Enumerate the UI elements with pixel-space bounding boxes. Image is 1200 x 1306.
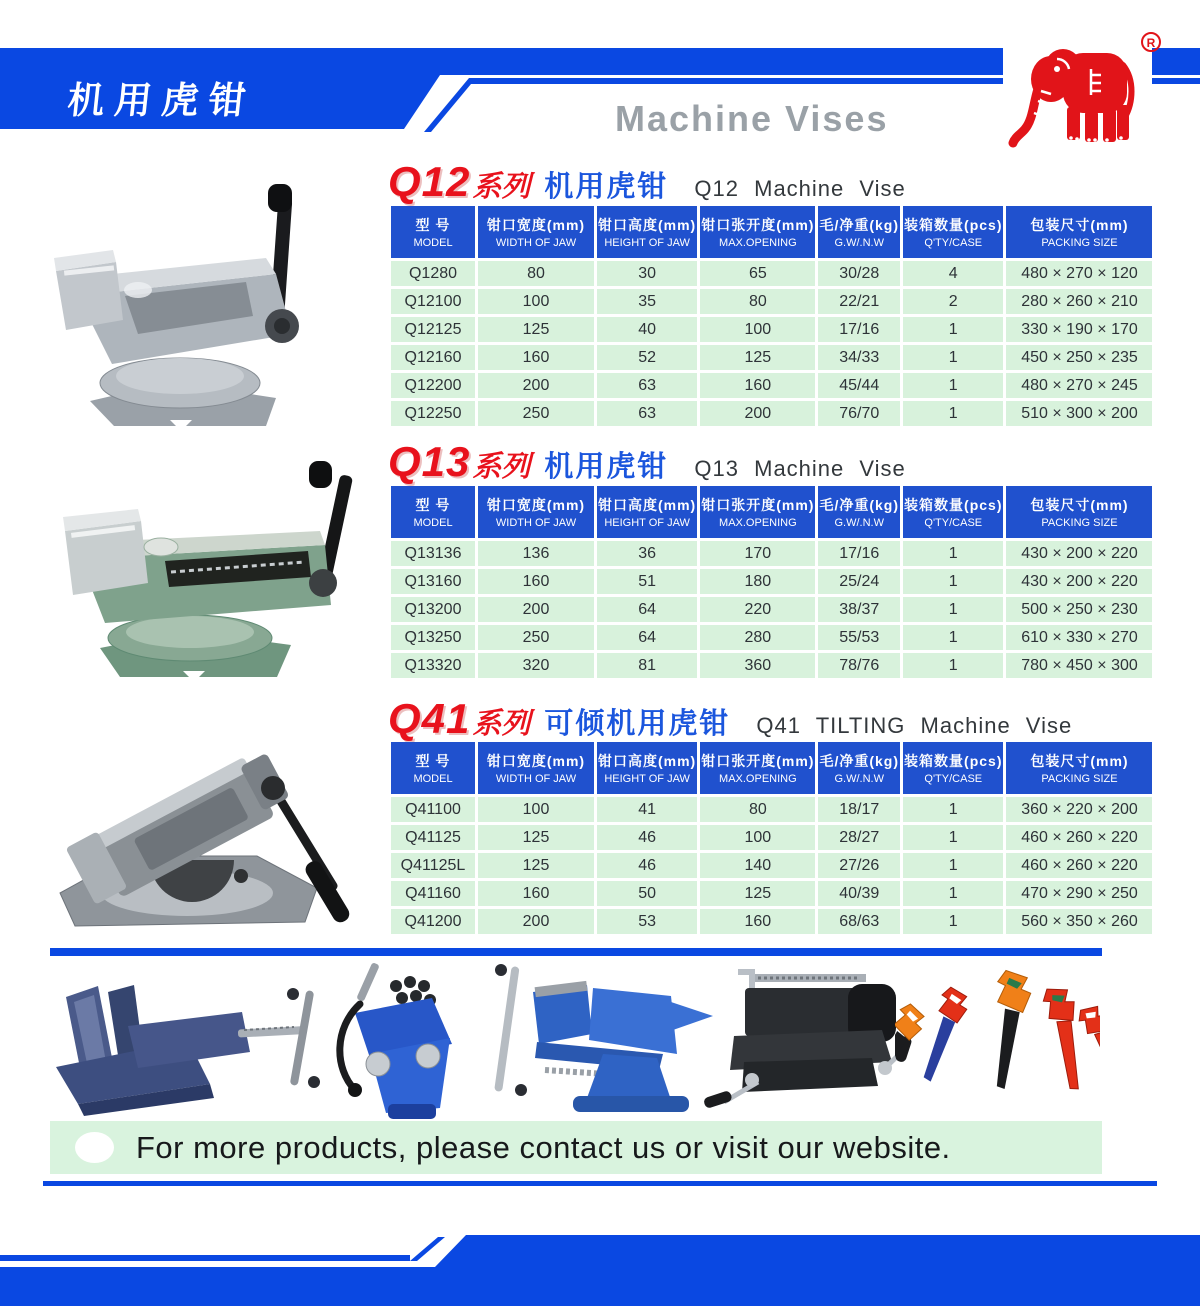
- value-cell: 1: [903, 853, 1003, 878]
- value-cell: 17/16: [818, 317, 900, 342]
- clamp-on-vise-photo: [300, 958, 485, 1128]
- column-header-en: HEIGHT OF JAW: [604, 237, 690, 249]
- column-header: [478, 742, 594, 794]
- column-header-en: Q'TY/CASE: [924, 773, 983, 785]
- value-cell: 160: [478, 881, 594, 906]
- value-cell: 1: [903, 625, 1003, 650]
- column-header-en: WIDTH OF JAW: [495, 517, 577, 529]
- value-cell: 160: [700, 373, 815, 398]
- value-cell: 46: [597, 825, 697, 850]
- value-cell: 430 × 200 × 220: [1006, 569, 1152, 594]
- page-title: 机用虎钳: [65, 80, 258, 121]
- elephant-logo: [1005, 25, 1165, 155]
- column-header-en: G.W/.N.W: [834, 517, 884, 529]
- table-row: [391, 909, 1152, 934]
- value-cell: 125: [478, 317, 594, 342]
- value-cell: 250: [478, 401, 594, 426]
- column-header: [478, 206, 594, 258]
- value-cell: 125: [478, 825, 594, 850]
- model-cell: Q12100: [391, 289, 475, 314]
- column-header-en: PACKING SIZE: [1041, 237, 1118, 249]
- value-cell: 27/26: [818, 853, 900, 878]
- column-header-en: G.W/.N.W: [834, 773, 884, 785]
- series-code: Q12: [388, 158, 471, 205]
- column-header-cn: 毛/净重(kg): [819, 497, 900, 513]
- column-header-en: PACKING SIZE: [1041, 773, 1118, 785]
- value-cell: 51: [597, 569, 697, 594]
- column-header-cn: 型 号: [415, 753, 451, 769]
- value-cell: 160: [478, 569, 594, 594]
- column-header: [903, 206, 1003, 258]
- column-header: [700, 742, 815, 794]
- value-cell: 78/76: [818, 653, 900, 678]
- value-cell: 1: [903, 401, 1003, 426]
- column-header-cn: 钳口宽度(mm): [486, 217, 586, 233]
- value-cell: 220: [700, 597, 815, 622]
- value-cell: 125: [478, 853, 594, 878]
- table-row: [391, 541, 1152, 566]
- table-row: [391, 825, 1152, 850]
- model-cell: Q13320: [391, 653, 475, 678]
- svg-text:R: R: [1146, 36, 1156, 50]
- value-cell: 200: [478, 909, 594, 934]
- value-cell: 200: [700, 401, 815, 426]
- column-header-cn: 钳口张开度(mm): [701, 497, 815, 513]
- column-header-cn: 钳口张开度(mm): [701, 217, 815, 233]
- column-header-cn: 钳口宽度(mm): [486, 753, 586, 769]
- column-header: [818, 742, 900, 794]
- value-cell: 200: [478, 373, 594, 398]
- value-cell: 1: [903, 541, 1003, 566]
- value-cell: 28/27: [818, 825, 900, 850]
- divider-rule: [50, 948, 1102, 956]
- value-cell: 2: [903, 289, 1003, 314]
- q13-vise-photo: [25, 455, 355, 690]
- model-cell: Q13250: [391, 625, 475, 650]
- table-row: [391, 653, 1152, 678]
- value-cell: 18/17: [818, 797, 900, 822]
- value-cell: 25/24: [818, 569, 900, 594]
- model-cell: Q12160: [391, 345, 475, 370]
- registered-mark-icon: [1142, 33, 1160, 51]
- column-header-cn: 钳口张开度(mm): [701, 753, 815, 769]
- value-cell: 280: [700, 625, 815, 650]
- column-header-en: G.W/.N.W: [834, 237, 884, 249]
- footer-band: [0, 1175, 1200, 1306]
- section-title-q13: [388, 438, 1088, 486]
- value-cell: 510 × 300 × 200: [1006, 401, 1152, 426]
- value-cell: 40/39: [818, 881, 900, 906]
- column-header-cn: 钳口高度(mm): [598, 217, 697, 233]
- series-suffix: 系列: [472, 708, 531, 740]
- column-header-cn: 装箱数量(pcs): [904, 753, 1003, 769]
- value-cell: 68/63: [818, 909, 900, 934]
- value-cell: 46: [597, 853, 697, 878]
- table-row: [391, 625, 1152, 650]
- spec-table-q12: [388, 203, 1155, 429]
- column-header-cn: 型 号: [415, 217, 451, 233]
- value-cell: 80: [700, 797, 815, 822]
- value-cell: 22/21: [818, 289, 900, 314]
- pipe-wrenches-photo: [895, 968, 1100, 1128]
- value-cell: 35: [597, 289, 697, 314]
- value-cell: 76/70: [818, 401, 900, 426]
- column-header: [818, 206, 900, 258]
- column-header: [391, 486, 475, 538]
- column-header: [700, 486, 815, 538]
- column-header-cn: 毛/净重(kg): [819, 753, 900, 769]
- table-row: [391, 401, 1152, 426]
- bullet-oval-icon: [75, 1132, 114, 1163]
- column-header: [903, 742, 1003, 794]
- value-cell: 80: [478, 261, 594, 286]
- value-cell: 80: [700, 289, 815, 314]
- column-header: [478, 486, 594, 538]
- column-header: [597, 742, 697, 794]
- column-header: [391, 206, 475, 258]
- column-header-cn: 装箱数量(pcs): [904, 217, 1003, 233]
- column-header-en: HEIGHT OF JAW: [604, 773, 690, 785]
- value-cell: 81: [597, 653, 697, 678]
- value-cell: 100: [700, 317, 815, 342]
- series-name-cn: 可倾机用虎钳: [544, 708, 731, 740]
- value-cell: 52: [597, 345, 697, 370]
- value-cell: 125: [700, 345, 815, 370]
- footer-banner: [50, 1121, 1102, 1174]
- column-header-en: MAX.OPENING: [719, 517, 797, 529]
- series-name-en: Q12 Machine Vise: [694, 176, 906, 201]
- value-cell: 200: [478, 597, 594, 622]
- table-header-row: [391, 206, 1152, 258]
- model-cell: Q41160: [391, 881, 475, 906]
- value-cell: 100: [478, 289, 594, 314]
- model-cell: Q41125L: [391, 853, 475, 878]
- model-cell: Q13160: [391, 569, 475, 594]
- value-cell: 64: [597, 625, 697, 650]
- column-header-cn: 毛/净重(kg): [819, 217, 900, 233]
- column-header-en: WIDTH OF JAW: [495, 237, 577, 249]
- model-cell: Q13200: [391, 597, 475, 622]
- series-suffix: 系列: [472, 451, 531, 483]
- value-cell: 34/33: [818, 345, 900, 370]
- table-header-row: [391, 742, 1152, 794]
- value-cell: 470 × 290 × 250: [1006, 881, 1152, 906]
- column-header: [391, 742, 475, 794]
- section-title-q41: [388, 695, 1088, 743]
- column-header: [597, 206, 697, 258]
- value-cell: 1: [903, 569, 1003, 594]
- value-cell: 30: [597, 261, 697, 286]
- q41-vise-photo: [5, 690, 365, 940]
- value-cell: 136: [478, 541, 594, 566]
- column-header-cn: 型 号: [415, 497, 451, 513]
- table-header-row: [391, 486, 1152, 538]
- column-header-cn: 钳口高度(mm): [598, 497, 697, 513]
- model-cell: Q41100: [391, 797, 475, 822]
- value-cell: 500 × 250 × 230: [1006, 597, 1152, 622]
- value-cell: 45/44: [818, 373, 900, 398]
- column-header-en: MODEL: [413, 773, 453, 785]
- value-cell: 53: [597, 909, 697, 934]
- value-cell: 460 × 260 × 220: [1006, 825, 1152, 850]
- series-name-en: Q13 Machine Vise: [694, 456, 906, 481]
- value-cell: 100: [700, 825, 815, 850]
- model-cell: Q41125: [391, 825, 475, 850]
- series-code: Q41: [388, 695, 471, 742]
- table-row: [391, 797, 1152, 822]
- value-cell: 30/28: [818, 261, 900, 286]
- series-name-cn: 机用虎钳: [544, 451, 669, 483]
- column-header-cn: 包装尺寸(mm): [1030, 217, 1129, 233]
- page-subtitle: Machine Vises: [615, 98, 889, 139]
- value-cell: 40: [597, 317, 697, 342]
- value-cell: 1: [903, 825, 1003, 850]
- column-header: [903, 486, 1003, 538]
- column-header-en: MAX.OPENING: [719, 237, 797, 249]
- value-cell: 1: [903, 797, 1003, 822]
- value-cell: 1: [903, 597, 1003, 622]
- model-cell: Q13136: [391, 541, 475, 566]
- value-cell: 63: [597, 401, 697, 426]
- column-header: [1006, 206, 1152, 258]
- value-cell: 460 × 260 × 220: [1006, 853, 1152, 878]
- value-cell: 65: [700, 261, 815, 286]
- column-header-cn: 包装尺寸(mm): [1030, 497, 1129, 513]
- value-cell: 180: [700, 569, 815, 594]
- value-cell: 1: [903, 909, 1003, 934]
- value-cell: 4: [903, 261, 1003, 286]
- table-row: [391, 569, 1152, 594]
- value-cell: 250: [478, 625, 594, 650]
- table-row: [391, 373, 1152, 398]
- value-cell: 170: [700, 541, 815, 566]
- value-cell: 430 × 200 × 220: [1006, 541, 1152, 566]
- value-cell: 41: [597, 797, 697, 822]
- table-row: [391, 597, 1152, 622]
- value-cell: 100: [478, 797, 594, 822]
- column-header: [1006, 742, 1152, 794]
- column-header: [818, 486, 900, 538]
- table-row: [391, 317, 1152, 342]
- value-cell: 64: [597, 597, 697, 622]
- column-header-cn: 包装尺寸(mm): [1030, 753, 1129, 769]
- value-cell: 450 × 250 × 235: [1006, 345, 1152, 370]
- column-header-en: MODEL: [413, 237, 453, 249]
- value-cell: 1: [903, 373, 1003, 398]
- table-row: [391, 345, 1152, 370]
- model-cell: Q41200: [391, 909, 475, 934]
- value-cell: 160: [700, 909, 815, 934]
- section-title-q12: [388, 158, 1088, 206]
- cross-slide-vise-photo: [700, 962, 915, 1122]
- value-cell: 360: [700, 653, 815, 678]
- value-cell: 330 × 190 × 170: [1006, 317, 1152, 342]
- value-cell: 280 × 260 × 210: [1006, 289, 1152, 314]
- table-row: [391, 289, 1152, 314]
- value-cell: 125: [700, 881, 815, 906]
- value-cell: 36: [597, 541, 697, 566]
- value-cell: 1: [903, 345, 1003, 370]
- table-row: [391, 881, 1152, 906]
- column-header-en: Q'TY/CASE: [924, 517, 983, 529]
- value-cell: 63: [597, 373, 697, 398]
- model-cell: Q12250: [391, 401, 475, 426]
- value-cell: 610 × 330 × 270: [1006, 625, 1152, 650]
- series-suffix: 系列: [472, 171, 531, 203]
- spec-table-q13: [388, 483, 1155, 681]
- series-code: Q13: [388, 438, 471, 485]
- value-cell: 320: [478, 653, 594, 678]
- value-cell: 360 × 220 × 200: [1006, 797, 1152, 822]
- column-header-en: WIDTH OF JAW: [495, 773, 577, 785]
- value-cell: 160: [478, 345, 594, 370]
- model-cell: Q12200: [391, 373, 475, 398]
- value-cell: 560 × 350 × 260: [1006, 909, 1152, 934]
- spec-table-q41: [388, 739, 1155, 937]
- bench-vise-photo: [475, 958, 725, 1128]
- value-cell: 480 × 270 × 120: [1006, 261, 1152, 286]
- series-name-cn: 机用虎钳: [544, 171, 669, 203]
- value-cell: 780 × 450 × 300: [1006, 653, 1152, 678]
- column-header-cn: 钳口宽度(mm): [486, 497, 586, 513]
- value-cell: 140: [700, 853, 815, 878]
- value-cell: 17/16: [818, 541, 900, 566]
- model-cell: Q1280: [391, 261, 475, 286]
- column-header-en: PACKING SIZE: [1041, 517, 1118, 529]
- value-cell: 480 × 270 × 245: [1006, 373, 1152, 398]
- column-header-cn: 装箱数量(pcs): [904, 497, 1003, 513]
- footer-note: For more products, please contact us or visit our website.: [136, 1129, 951, 1165]
- value-cell: 55/53: [818, 625, 900, 650]
- q12-vise-photo: [20, 168, 350, 433]
- value-cell: 1: [903, 317, 1003, 342]
- value-cell: 50: [597, 881, 697, 906]
- column-header-en: HEIGHT OF JAW: [604, 517, 690, 529]
- column-header-en: Q'TY/CASE: [924, 237, 983, 249]
- table-row: [391, 853, 1152, 878]
- column-header-en: MODEL: [413, 517, 453, 529]
- drill-press-vise-photo: [38, 972, 328, 1122]
- value-cell: 38/37: [818, 597, 900, 622]
- column-header-cn: 钳口高度(mm): [598, 753, 697, 769]
- table-row: [391, 261, 1152, 286]
- column-header-en: MAX.OPENING: [719, 773, 797, 785]
- column-header: [1006, 486, 1152, 538]
- model-cell: Q12125: [391, 317, 475, 342]
- column-header: [597, 486, 697, 538]
- value-cell: 1: [903, 881, 1003, 906]
- value-cell: 1: [903, 653, 1003, 678]
- series-name-en: Q41 TILTING Machine Vise: [756, 713, 1073, 738]
- column-header: [700, 206, 815, 258]
